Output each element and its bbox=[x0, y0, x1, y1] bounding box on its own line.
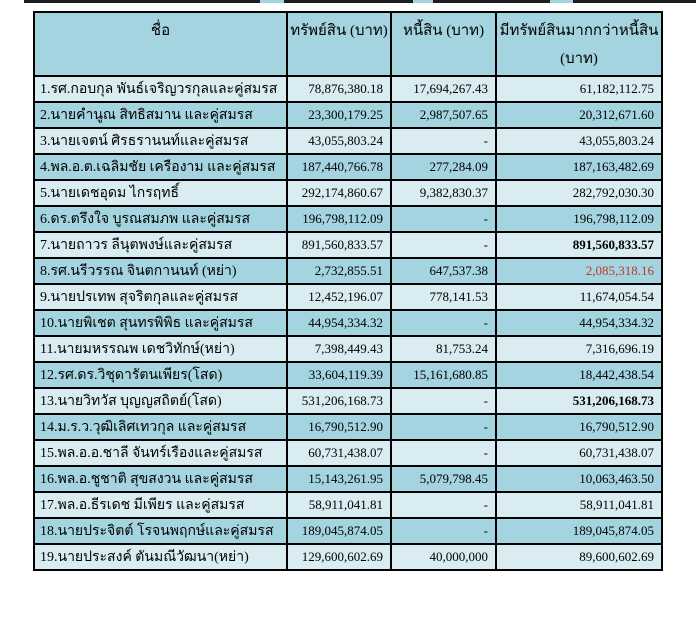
cell-liabilities: - bbox=[391, 518, 496, 544]
cell-liabilities: 2,987,507.65 bbox=[391, 102, 496, 128]
cell-person-name: 2.นายคำนูณ สิทธิสมาน และคู่สมรส bbox=[34, 102, 287, 128]
cell-liabilities: - bbox=[391, 206, 496, 232]
cell-assets: 12,452,196.07 bbox=[287, 284, 391, 310]
cell-net-assets: 10,063,463.50 bbox=[496, 466, 662, 492]
cell-net-assets: 89,600,602.69 bbox=[496, 544, 662, 570]
cell-liabilities: - bbox=[391, 492, 496, 518]
cell-assets: 292,174,860.67 bbox=[287, 180, 391, 206]
table-row bbox=[34, 128, 662, 154]
cell-person-name: 14.ม.ร.ว.วุฒิเลิศเทวกุล และคู่สมรส bbox=[34, 414, 287, 440]
cell-assets: 44,954,334.32 bbox=[287, 310, 391, 336]
cell-net-assets: 43,055,803.24 bbox=[496, 128, 662, 154]
column-header-net-line2: (บาท) bbox=[560, 51, 598, 67]
cell-assets: 78,876,380.18 bbox=[287, 76, 391, 102]
cell-net-assets: 2,085,318.16 bbox=[496, 258, 662, 284]
cell-liabilities: 81,753.24 bbox=[391, 336, 496, 362]
cell-person-name: 8.รศ.นรีวรรณ จินตกานนท์ (หย่า) bbox=[34, 258, 287, 284]
cell-assets: 891,560,833.57 bbox=[287, 232, 391, 258]
table-row bbox=[34, 544, 662, 570]
cell-net-assets: 7,316,696.19 bbox=[496, 336, 662, 362]
cutoff-cell-gap bbox=[260, 0, 284, 3]
cell-liabilities: 15,161,680.85 bbox=[391, 362, 496, 388]
cell-assets: 23,300,179.25 bbox=[287, 102, 391, 128]
table-row bbox=[34, 362, 662, 388]
cell-liabilities: - bbox=[391, 310, 496, 336]
cell-liabilities: 277,284.09 bbox=[391, 154, 496, 180]
table-row bbox=[34, 76, 662, 102]
cell-liabilities: - bbox=[391, 232, 496, 258]
cell-net-assets: 60,731,438.07 bbox=[496, 440, 662, 466]
table-row bbox=[34, 518, 662, 544]
cell-liabilities: - bbox=[391, 414, 496, 440]
cell-assets: 2,732,855.51 bbox=[287, 258, 391, 284]
cell-liabilities: - bbox=[391, 128, 496, 154]
cell-liabilities: 9,382,830.37 bbox=[391, 180, 496, 206]
cell-person-name: 7.นายถาวร ลีนุตพงษ์และคู่สมรส bbox=[34, 232, 287, 258]
table-row bbox=[34, 154, 662, 180]
table-row bbox=[34, 310, 662, 336]
cutoff-cell-gap bbox=[550, 0, 573, 3]
cell-assets: 196,798,112.09 bbox=[287, 206, 391, 232]
table-row bbox=[34, 466, 662, 492]
table-row bbox=[34, 180, 662, 206]
cell-net-assets: 11,674,054.54 bbox=[496, 284, 662, 310]
cell-net-assets: 196,798,112.09 bbox=[496, 206, 662, 232]
column-header-liabilities: หนี้สิน (บาท) bbox=[391, 12, 496, 76]
cell-assets: 7,398,449.43 bbox=[287, 336, 391, 362]
table-row bbox=[34, 232, 662, 258]
cell-person-name: 3.นายเจตน์ ศิรธรานนท์และคู่สมรส bbox=[34, 128, 287, 154]
cell-net-assets: 18,442,438.54 bbox=[496, 362, 662, 388]
cutoff-table-edge bbox=[24, 0, 696, 3]
cell-liabilities: 5,079,798.45 bbox=[391, 466, 496, 492]
cell-assets: 189,045,874.05 bbox=[287, 518, 391, 544]
cell-person-name: 6.ดร.ตรึงใจ บูรณสมภพ และคู่สมรส bbox=[34, 206, 287, 232]
header-row bbox=[34, 12, 662, 76]
table-row bbox=[34, 388, 662, 414]
cell-liabilities: 17,694,267.43 bbox=[391, 76, 496, 102]
cell-liabilities: 647,537.38 bbox=[391, 258, 496, 284]
table-row bbox=[34, 206, 662, 232]
column-header-net bbox=[496, 12, 662, 76]
cell-assets: 129,600,602.69 bbox=[287, 544, 391, 570]
cell-assets: 15,143,261.95 bbox=[287, 466, 391, 492]
cell-person-name: 1.รศ.กอบกุล พันธ์เจริญวรกุลและคู่สมรส bbox=[34, 76, 287, 102]
cell-assets: 58,911,041.81 bbox=[287, 492, 391, 518]
cell-assets: 33,604,119.39 bbox=[287, 362, 391, 388]
table-row bbox=[34, 440, 662, 466]
cell-person-name: 16.พล.อ.ชูชาติ สุขสงวน และคู่สมรส bbox=[34, 466, 287, 492]
table-body bbox=[34, 76, 662, 570]
cell-assets: 16,790,512.90 bbox=[287, 414, 391, 440]
assets-liabilities-table bbox=[33, 11, 663, 571]
cell-person-name: 9.นายปรเทพ สุจริตกุลและคู่สมรส bbox=[34, 284, 287, 310]
table-row bbox=[34, 102, 662, 128]
cell-net-assets: 891,560,833.57 bbox=[496, 232, 662, 258]
cell-person-name: 19.นายประสงค์ ตันมณีวัฒนา(หย่า) bbox=[34, 544, 287, 570]
cell-net-assets: 189,045,874.05 bbox=[496, 518, 662, 544]
table-row bbox=[34, 414, 662, 440]
cell-net-assets: 16,790,512.90 bbox=[496, 414, 662, 440]
cell-net-assets: 58,911,041.81 bbox=[496, 492, 662, 518]
cell-liabilities: - bbox=[391, 440, 496, 466]
cell-person-name: 4.พล.อ.ต.เฉลิมชัย เครืองาม และคู่สมรส bbox=[34, 154, 287, 180]
cell-person-name: 5.นายเดชอุดม ไกรฤทธิ์ bbox=[34, 180, 287, 206]
cell-assets: 187,440,766.78 bbox=[287, 154, 391, 180]
cell-net-assets: 20,312,671.60 bbox=[496, 102, 662, 128]
table-header bbox=[34, 12, 662, 76]
cell-person-name: 18.นายประจิตต์ โรจนพฤกษ์และคู่สมรส bbox=[34, 518, 287, 544]
cell-liabilities: 40,000,000 bbox=[391, 544, 496, 570]
cell-assets: 43,055,803.24 bbox=[287, 128, 391, 154]
table-row bbox=[34, 492, 662, 518]
column-header-net-line1: มีทรัพย์สินมากกว่าหนี้สิน bbox=[499, 23, 659, 39]
cell-person-name: 10.นายพิเชต สุนทรพิพิธ และคู่สมรส bbox=[34, 310, 287, 336]
table-row bbox=[34, 258, 662, 284]
cell-net-assets: 531,206,168.73 bbox=[496, 388, 662, 414]
cell-net-assets: 187,163,482.69 bbox=[496, 154, 662, 180]
cell-assets: 531,206,168.73 bbox=[287, 388, 391, 414]
cutoff-cell-gap bbox=[413, 0, 433, 3]
cell-person-name: 11.นายมหรรณพ เดชวิทักษ์(หย่า) bbox=[34, 336, 287, 362]
table-row bbox=[34, 336, 662, 362]
table-row bbox=[34, 284, 662, 310]
cell-person-name: 13.นายวิทวัส บุญญสถิตย์(โสด) bbox=[34, 388, 287, 414]
cell-person-name: 15.พล.อ.อ.ชาลี จันทร์เรืองและคู่สมรส bbox=[34, 440, 287, 466]
cell-net-assets: 61,182,112.75 bbox=[496, 76, 662, 102]
cell-person-name: 12.รศ.ดร.วิชุดารัตนเพียร(โสด) bbox=[34, 362, 287, 388]
column-header-assets: ทรัพย์สิน (บาท) bbox=[287, 12, 391, 76]
cell-person-name: 17.พล.อ.ธีรเดช มีเพียร และคู่สมรส bbox=[34, 492, 287, 518]
cell-net-assets: 282,792,030.30 bbox=[496, 180, 662, 206]
cell-liabilities: - bbox=[391, 388, 496, 414]
cell-liabilities: 778,141.53 bbox=[391, 284, 496, 310]
cell-assets: 60,731,438.07 bbox=[287, 440, 391, 466]
column-header-name: ชื่อ bbox=[34, 12, 287, 76]
cell-net-assets: 44,954,334.32 bbox=[496, 310, 662, 336]
